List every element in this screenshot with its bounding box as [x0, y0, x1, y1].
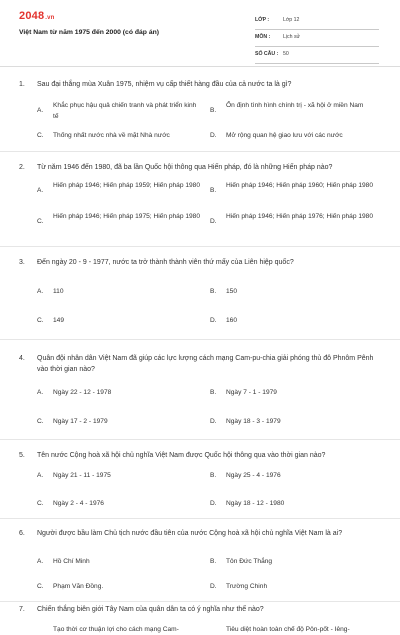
option-letter: B. [210, 558, 217, 565]
option-letter: B. [210, 389, 217, 396]
answer-option[interactable] [37, 471, 207, 482]
option-text: Ổn định tình hình chính trị - xã hội ở miền Nam [226, 102, 364, 109]
option-text: 110 [53, 288, 64, 295]
option-letter: C. [37, 132, 44, 139]
meta-value: 50 [283, 51, 289, 57]
option-letter: B. [210, 187, 217, 194]
option-text: Ngày 18 - 3 - 1979 [226, 418, 281, 425]
question-body: Quân đội nhân dân Việt Nam đã giúp các lực lượng cách mạng Cam-pu-chia giải phóng thủ đô Phnôm Pênh vào thời gian nào? [37, 355, 374, 373]
answer-option[interactable] [210, 316, 380, 327]
option-text: Hiến pháp 1946; Hiến pháp 1976; Hiến pháp 1980 [226, 213, 374, 220]
option-letter: D. [210, 583, 217, 590]
option-letter: C. [37, 418, 44, 425]
option-letter: B. [210, 288, 217, 295]
option-letter: A. [37, 389, 44, 396]
question-text [19, 604, 381, 615]
answer-option[interactable] [37, 212, 207, 234]
answer-option[interactable] [37, 131, 207, 142]
question-text [19, 528, 381, 539]
answer-option[interactable] [210, 557, 380, 568]
answer-option[interactable] [210, 131, 380, 142]
answer-option[interactable] [37, 557, 207, 568]
option-text: 149 [53, 317, 65, 324]
question-number: 2. [19, 164, 25, 171]
option-letter: C. [37, 583, 44, 590]
answer-option[interactable] [210, 582, 380, 593]
answer-option[interactable] [210, 101, 380, 123]
question-list [0, 67, 400, 635]
question-text [19, 353, 381, 375]
meta-value: Lịch sử [283, 34, 301, 40]
option-letter: B. [210, 107, 217, 114]
option-text: Hồ Chí Minh [53, 558, 90, 565]
option-text: Khắc phục hậu quả chiến tranh và phát triển kinh tế [53, 102, 197, 120]
answer-option[interactable] [37, 316, 207, 327]
answer-option[interactable] [37, 181, 207, 203]
meta-label: SỐ CÂU : [255, 51, 279, 57]
meta-label: LỚP : [255, 17, 270, 23]
option-letter: D. [210, 132, 217, 139]
question-number: 3. [19, 259, 25, 266]
logo-main: 2048 [19, 10, 45, 22]
question-item [0, 152, 400, 247]
option-text: Hiến pháp 1946; Hiến pháp 1975; Hiến pháp 1980 [53, 213, 201, 220]
answer-option[interactable] [210, 212, 380, 234]
question-body: Từ năm 1946 đến 1980, đã ba lần Quốc hội thông qua Hiến pháp, đó là những Hiến pháp nào? [37, 164, 333, 171]
question-number: 1. [19, 81, 25, 88]
option-letter: C. [37, 317, 44, 324]
answer-option[interactable] [37, 388, 207, 399]
option-text: Ngày 21 - 11 - 1975 [53, 472, 111, 479]
question-item [0, 340, 400, 440]
site-logo[interactable] [19, 10, 55, 22]
option-letter: D. [210, 418, 217, 425]
option-text: Ngày 22 - 12 - 1978 [53, 389, 112, 396]
option-text: Hiến pháp 1946; Hiến pháp 1960; Hiến pháp 1980 [226, 182, 374, 189]
answer-option[interactable] [210, 388, 380, 399]
answer-option[interactable] [37, 582, 207, 593]
question-body: Người được bầu làm Chủ tịch nước đầu tiên của nước Cộng hoà xã hội chủ nghĩa Việt Nam là ai? [37, 530, 343, 537]
answer-option[interactable] [37, 499, 207, 510]
option-letter: B. [210, 472, 217, 479]
document-header [0, 0, 400, 66]
option-text: 150 [226, 288, 238, 295]
answer-option[interactable] [37, 287, 207, 298]
answer-option[interactable] [210, 417, 380, 428]
option-letter: D. [210, 218, 217, 225]
option-text: Ngày 25 - 4 - 1976 [226, 472, 281, 479]
option-letter: D. [210, 500, 217, 507]
option-text: Tạo thời cơ thuận lợi cho cách mạng Cam- [53, 626, 179, 633]
answer-option[interactable] [210, 287, 380, 298]
question-text [19, 79, 381, 90]
question-number: 7. [19, 606, 25, 613]
meta-row-count [255, 47, 379, 64]
option-text: Ngày 7 - 1 - 1979 [226, 389, 277, 396]
option-text: Ngày 2 - 4 - 1976 [53, 500, 104, 507]
question-number: 6. [19, 530, 25, 537]
meta-row-class [255, 13, 379, 30]
option-text: 160 [226, 317, 238, 324]
option-text: Ngày 18 - 12 - 1980 [226, 500, 285, 507]
question-item [0, 440, 400, 519]
question-item [0, 247, 400, 340]
answer-option[interactable] [37, 417, 207, 428]
question-item [0, 602, 400, 635]
question-number: 5. [19, 452, 25, 459]
question-body: Đến ngày 20 - 9 - 1977, nước ta trở thành thành viên thứ mấy của Liên hiệp quốc? [37, 259, 294, 266]
option-letter: D. [210, 317, 217, 324]
answer-option[interactable] [210, 181, 380, 203]
question-text [19, 257, 381, 268]
question-text [19, 162, 381, 173]
option-text: Trường Chinh [226, 583, 268, 590]
answer-option[interactable] [37, 625, 207, 635]
meta-value: Lớp 12 [283, 17, 300, 23]
option-letter: C. [37, 218, 44, 225]
document-title: Việt Nam từ năm 1975 đến 2000 (có đáp án) [19, 29, 160, 36]
option-letter: A. [37, 288, 44, 295]
answer-option[interactable] [210, 471, 380, 482]
option-letter: A. [37, 187, 44, 194]
question-text [19, 450, 381, 461]
option-text: Tiêu diệt hoàn toàn chế độ Pôn-pốt - Iêng- [226, 626, 350, 633]
answer-option[interactable] [37, 101, 207, 123]
option-letter: C. [37, 500, 44, 507]
meta-row-subject [255, 30, 379, 47]
question-body: Sau đại thắng mùa Xuân 1975, nhiệm vụ cấp thiết hàng đầu của cả nước ta là gì? [37, 81, 292, 88]
logo-suffix: .vn [45, 15, 55, 21]
question-body: Chiến thắng biên giới Tây Nam của quân dân ta có ý nghĩa như thế nào? [37, 606, 264, 613]
question-number: 4. [19, 355, 25, 362]
option-text: Hiến pháp 1946; Hiến pháp 1959; Hiến pháp 1980 [53, 182, 201, 189]
option-letter: A. [37, 472, 44, 479]
option-text: Tôn Đức Thắng [226, 558, 273, 565]
answer-option[interactable] [210, 499, 380, 510]
option-text: Mở rộng quan hệ giao lưu với các nước [226, 132, 343, 139]
option-letter: A. [37, 107, 44, 114]
question-item [0, 67, 400, 152]
answer-option[interactable] [210, 625, 380, 635]
meta-table [255, 13, 379, 64]
meta-label: MÔN : [255, 34, 271, 40]
question-body: Tên nước Cộng hoà xã hội chủ nghĩa Việt Nam được Quốc hội thông qua vào thời gian nào? [37, 452, 326, 459]
question-item [0, 519, 400, 602]
option-text: Thống nhất nước nhà về mặt Nhà nước [53, 132, 170, 139]
option-text: Ngày 17 - 2 - 1979 [53, 418, 108, 425]
option-text: Phạm Văn Đồng. [53, 583, 104, 590]
option-letter: A. [37, 558, 44, 565]
